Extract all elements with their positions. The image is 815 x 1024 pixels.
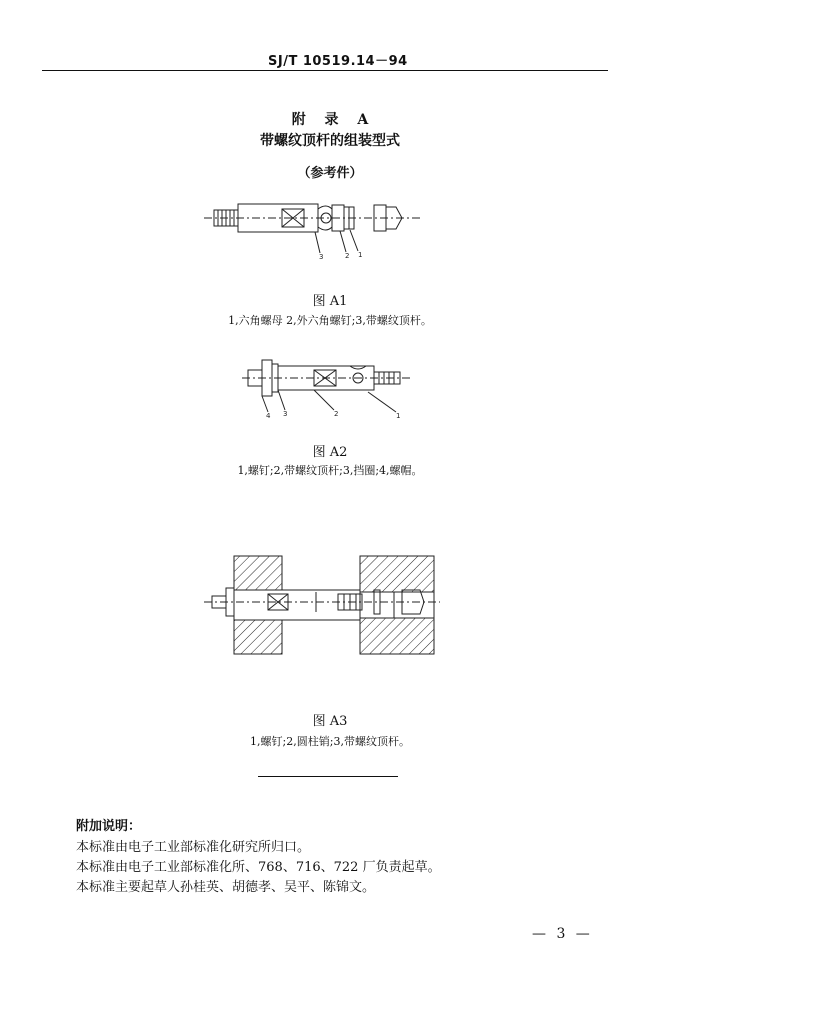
figure-a2-caption: 1,螺钉;2,带螺纹顶杆;3,挡圈;4,螺帽。 bbox=[237, 464, 423, 477]
a1-callout-1: 1 bbox=[358, 251, 363, 259]
figure-a1-label: 图 A1 bbox=[312, 294, 348, 309]
additional-note-line: 本标准主要起草人孙桂英、胡德孝、吴平、陈锦文。 bbox=[76, 880, 376, 895]
section-end-rule bbox=[258, 776, 398, 777]
figure-a2-drawing bbox=[238, 352, 413, 424]
header-rule bbox=[42, 70, 608, 71]
a2-callout-4: 4 bbox=[266, 412, 271, 420]
additional-note-line: 本标准由电子工业部标准化研究所归口。 bbox=[76, 840, 311, 855]
figure-a2-label: 图 A2 bbox=[312, 445, 348, 460]
appendix-note: （参考件） bbox=[297, 166, 363, 181]
page-number: — 3 — bbox=[532, 926, 593, 942]
a2-callout-1: 1 bbox=[396, 412, 401, 420]
a1-callout-2: 2 bbox=[345, 252, 350, 260]
a2-callout-3: 3 bbox=[283, 410, 288, 418]
appendix-title: 带螺纹顶杆的组装型式 bbox=[260, 133, 400, 149]
figure-a1-caption: 1,六角螺母 2,外六角螺钉;3,带螺纹顶杆。 bbox=[228, 314, 432, 327]
figure-a3-label: 图 A3 bbox=[312, 714, 348, 729]
appendix-label: 附 录 A bbox=[291, 112, 369, 128]
a1-callout-3: 3 bbox=[319, 253, 324, 261]
additional-note-line: 本标准由电子工业部标准化所、768、716、722 厂负责起草。 bbox=[76, 860, 441, 875]
figure-a3-caption: 1,螺钉;2,圆柱销;3,带螺纹顶杆。 bbox=[250, 735, 410, 748]
figure-a1-drawing bbox=[200, 195, 425, 265]
figure-a3-drawing bbox=[198, 548, 443, 658]
standard-code: SJ/T 10519.14－94 bbox=[268, 54, 408, 69]
a2-callout-2: 2 bbox=[334, 410, 339, 418]
additional-notes-title: 附加说明： bbox=[76, 819, 142, 834]
